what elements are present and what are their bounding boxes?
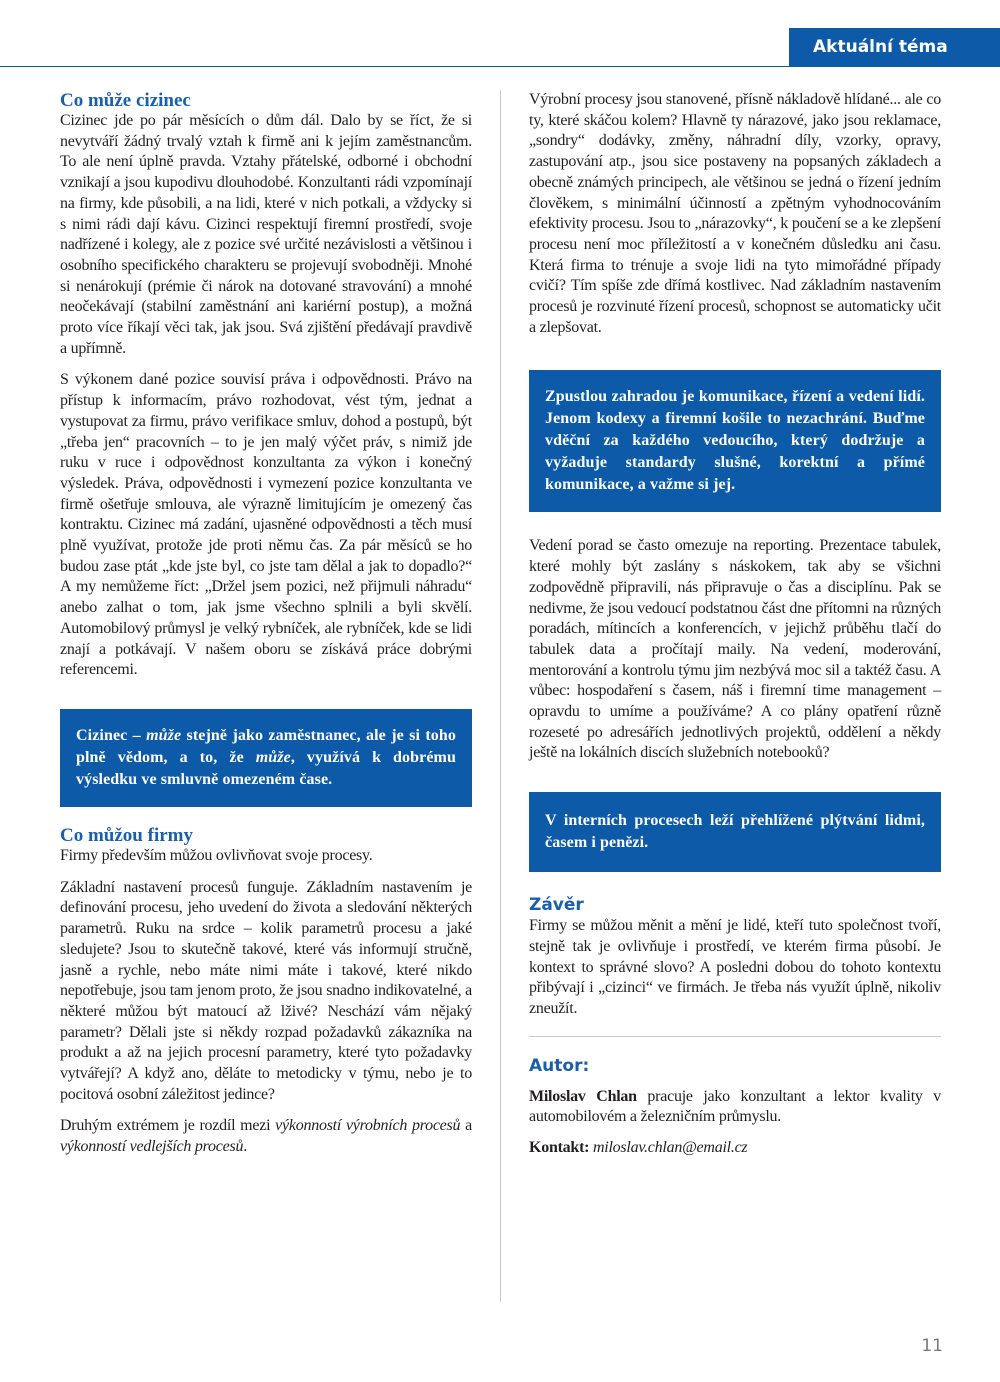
heading-autor: Autor: [529,1055,590,1076]
heading-zaver: Závěr [529,895,584,916]
box-text: Cizinec – [76,726,147,744]
heading-co-muze-cizinec: Co může cizinec [60,90,191,111]
author-name: Miloslav Chlan [529,1087,637,1105]
section-rule [529,1036,941,1037]
highlight-box-plytvani: V interních procesech leží přehlížené plýtvání lidmi, časem i penězi. [529,792,941,872]
heading-co-muzou-firmy: Co můžou firmy [60,824,193,846]
contact-label: Kontakt: [529,1139,590,1157]
highlight-box-komunikace: Zpustlou zahradou je komunikace, řízení a vedení lidí. Jenom kodexy a firemní košile to nezachrání. Buďme vděční za každého vedoucího, který dodržuje a vyžaduje standardy slušné, korektní a přímé komunikace, a važme si jej. [529,370,941,512]
paragraph: Firmy především můžou ovlivňovat svoje procesy. [60,846,373,864]
right-column [529,90,941,1159]
paragraph: S výkonem dané pozice souvisí práva i odpovědnosti. Právo na přístup k informacím, právo rozhodovat, vést tým, jednat a vystupovat za firmu, právo verifikace smluv, dohod a postupů, být „třeba jen“ pracovních – to je jen malý výčet práv, s nimiž jde ruku v ruce i odpovědnost konzultanta za výkon i konečný výsledek. Práva, odpovědnosti i vymezení pozice konzultanta ve firmě ošetřuje smlouva, ale výrazně limitujícím je omezený čas kontraktu. Cizinec má zadání, ujasněné odpovědnosti a těch musí plně využívat, protože jde proti němu čas. Za pár měsíců se ho budou zase ptát „kde jste byl, co jste tam dělal a jak to dopadlo?“ A my nemůžeme říct: „Držel jsem pozici, než přijmuli náhradu“ anebo zalhat o tom, jak jsme všechno splnili a byli skvělí. Automobilový průmysl je velký rybníček, ale rybníček, kde se lidi znají a potkávají. V našem oboru se získává práce dobrými referencemi. [60,371,472,679]
author-text: pracuje jako konzultant a lektor kvality v automobilovém a železničním průmyslu. [529,1087,941,1126]
highlight-box-cizinec [60,709,472,807]
paragraph-text: a [460,1117,472,1135]
paragraph-text: . [243,1138,247,1156]
paragraph: Výrobní procesy jsou stanovené, přísně nákladově hlídané... ale co ty, které skáčou kolem? Hlavně ty nárazové, jako jsou reklamace, „sondry“ dodávky, změny, náhradní díly, vzorky, opravy, zastupování atp., jsou sice postaveny na popsaných základech a obecně známých principech, ale většinou se jedná o řízení jedním člověkem, s minimální účinností a zpětným vyhodnocováním efektivity procesu. Jsou to „nárazovky“, k poučení se a ke zlepšení procesu není moc příležitostí a v konečném důsledku ani času. Která firma to trénuje a svoje lidi na tyto mimořádné případy cvičí? Tím spíše zde dřímá kostlivec. Nad základním nastavením procesů je rozvinuté řízení procesů, schopnost se automaticky učit a zlepšovat. [529,91,941,336]
paragraph: Základní nastavení procesů funguje. Základním nastavením je definování procesu, jeho uvedení do života a sledování některých parametrů. Ruku na srdce – kolik parametrů procesu a jaké sledujete? Jsou to skutečně takové, které vás informují stručně, jasně a rychle, nebo máte nimi máte i takové, které nikdo nepotřebuje, jsou tam jenom proto, že jsou snadno indikovatelné, a některé můžou být matoucí až lživé? Neschází vám nějaký parametr? Dělali jste si někdy rozpad požadavků zákazníka na produkt a až na jejich procesní parametry, které tyto požadavky vytvářejí? A když ano, děláte to metodicky v týmu, nebo je to pocitová osobní záležitost jedince? [60,878,472,1103]
section-tag: Aktuální téma [789,28,1000,66]
paragraph: Vedení porad se často omezuje na reporting. Prezentace tabulek, které mohly být zaslány s náskokem, tak aby se všichni zodpovědně připravili, nás připravuje o čas a disciplínu. Pak se nedivme, že jsou vedoucí podstatnou část dne přítomni na různých poradách, mítincích a konferencích, v jejichž průběhu tlačí do tabulek data a pročítají maily. Na vedení, moderování, mentorování a kontrolu týmu jim nezbývá moc sil a taktéž času. A vůbec: hospodaření s časem, náš i firemní time management – opravdu to umíme a používáme? A co plány opatření různě rozeseté po adresářích jednotlivých projektů, oddělení a někdy ještě na lokálních discích služebních notebooků? [529,537,941,762]
box-emphasis: může [146,726,182,744]
page-number: 11 [921,1336,943,1356]
box-text: stejně jako zaměstnanec, ale je si toho plně vědom, a to, že [76,726,457,766]
box-emphasis: může [255,748,291,766]
header-rule [0,66,1000,67]
paragraph: Firmy se můžou měnit a mění je lidé, kteří tuto společnost tvoří, stejně tak je ovlivňuje i prostředí, ve kterém firma působí. Je kontext to správné slovo? A posledni dobou do tohoto kontextu přibývají i „cizinci“ ve firmách. Je třeba nás využít úplně, nikoliv zneužít. [529,917,941,1017]
paragraph-text: Druhým extrémem je rozdíl mezi [60,1117,276,1135]
paragraph-emphasis: výkonností vedlejších procesů [60,1138,244,1156]
paragraph: Cizinec jde po pár měsících o dům dál. Dalo by se říct, že si nevytváří žádný trvalý vztah k firmě ani k jejím zaměstnancům. To ale není úplně pravda. Vztahy přátelské, odborné i obchodní vznikají a jsou kupodivu dlouhodobé. Konzultanti rádi vzpomínají na firmy, kde působili, a na lidi, které v nich potkali, a vždycky si s nimi rádi dají kávu. Cizinci respektují firemní prostředí, svoje nadřízené i kolegy, ale z pozice své určité nezávislosti a většinou i osobního specifického charakteru se projevují svobodněji. Mnohé si nenárokují (prémie či nárok na dotované stravování) a mnohé neočekávají (stabilní zaměstnání ani kariérní postup), a možná proto více říkají věci tak, jak jsou. Svá zjištění předávají pravdivě a upřímně. [60,112,472,357]
contact-email: miloslav.chlan@email.cz [592,1139,748,1157]
paragraph [60,1116,472,1157]
contact-line [529,1138,941,1159]
column-divider [500,90,501,1302]
author-bio [529,1087,941,1128]
paragraph-emphasis: výkonností výrobních procesů [275,1117,461,1135]
left-column [60,90,472,1158]
box-text: , využívá k dobrému výsledku ve smluvně omezeném čase. [76,748,456,788]
